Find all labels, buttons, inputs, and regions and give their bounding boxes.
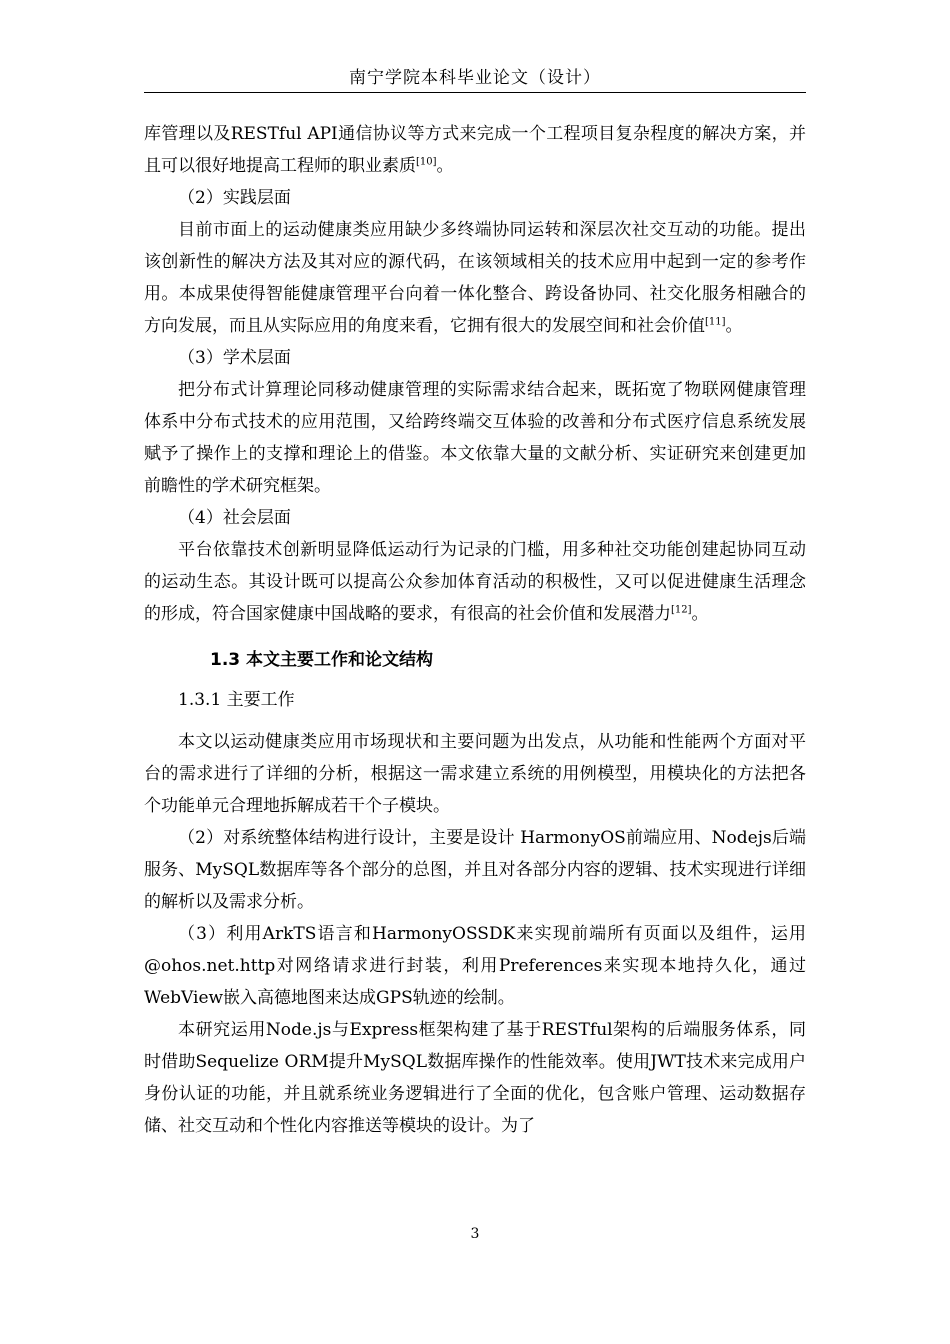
citation-ref: [11]: [705, 316, 726, 328]
citation-ref: [12]: [671, 604, 692, 616]
running-header: 南宁学院本科毕业论文（设计）: [349, 68, 601, 88]
list-heading-social: （4）社会层面: [178, 508, 291, 528]
paragraph-end: 。: [725, 316, 743, 336]
citation-ref: [10]: [416, 156, 437, 168]
paragraph-text: 平台依靠技术创新明显降低运动行为记录的门槛，用多种社交功能创建起协同互动的运动生态。其设计既可以提高公众参加体育活动的积极性，又可以促进健康生活理念的形成，符合国家健康中国战略的要求，有很高的社会价值和发展潜力: [144, 540, 806, 624]
list-heading-academic: （3）学术层面: [178, 348, 291, 368]
paragraph-main-work-1: 本文以运动健康类应用市场现状和主要问题为出发点，从功能和性能两个方面对平台的需求进行了详细的分析，根据这一需求建立系统的用例模型，用模块化的方法把各个功能单元合理地拆解成若干个子模块。: [144, 732, 806, 816]
header-rule: [144, 92, 806, 93]
paragraph-end: 。: [436, 156, 454, 176]
paragraph-main-work-4: 本研究运用Node.js与Express框架构建了基于RESTful架构的后端服务体系，同时借助Sequelize ORM提升MySQL数据库操作的性能效率。使用JWT技术来完成用户身份认证的功能，并且就系统业务逻辑进行了全面的优化，包含账户管理、运动数据存储、社交互动和个性化内容推送等模块的设计。为了: [144, 1020, 806, 1136]
paragraph-text: 库管理以及RESTful API通信协议等方式来完成一个工程项目复杂程度的解决方案，并且可以很好地提高工程师的职业素质: [144, 124, 806, 176]
paragraph-academic: 把分布式计算理论同移动健康管理的实际需求结合起来，既拓宽了物联网健康管理体系中分布式技术的应用范围，又给跨终端交互体验的改善和分布式医疗信息系统发展赋予了操作上的支撑和理论上的借鉴。本文依靠大量的文献分析、实证研究来创建更加前瞻性的学术研究框架。: [144, 380, 806, 496]
list-heading-practice: （2）实践层面: [178, 188, 291, 208]
paragraph-continuation: [144, 118, 806, 182]
paragraph-social: [144, 534, 806, 630]
paragraph-text: 目前市面上的运动健康类应用缺少多终端协同运转和深层次社交互动的功能。提出该创新性的解决方法及其对应的源代码，在该领域相关的技术应用中起到一定的参考作用。本成果使得智能健康管理平台向着一体化整合、跨设备协同、社交化服务相融合的方向发展，而且从实际应用的角度来看，它拥有很大的发展空间和社会价值: [144, 220, 806, 336]
paragraph-end: 。: [691, 604, 709, 624]
section-heading: 1.3 本文主要工作和论文结构: [210, 650, 434, 670]
page-body: [144, 118, 806, 1142]
paragraph-main-work-2: （2）对系统整体结构进行设计，主要是设计 HarmonyOS前端应用、Nodejs后端服务、MySQL数据库等各个部分的总图，并且对各部分内容的逻辑、技术实现进行详细的解析以及需求分析。: [144, 828, 806, 912]
paragraph-main-work-3: （3）利用ArkTS语言和HarmonyOSSDK来实现前端所有页面以及组件，运用@ohos.net.http对网络请求进行封装，利用Preferences来实现本地持久化，通过WebView嵌入高德地图来达成GPS轨迹的绘制。: [144, 924, 806, 1008]
paragraph-practice: [144, 214, 806, 342]
page-number: 3: [470, 1226, 480, 1242]
subsection-heading: 1.3.1 主要工作: [178, 690, 295, 710]
